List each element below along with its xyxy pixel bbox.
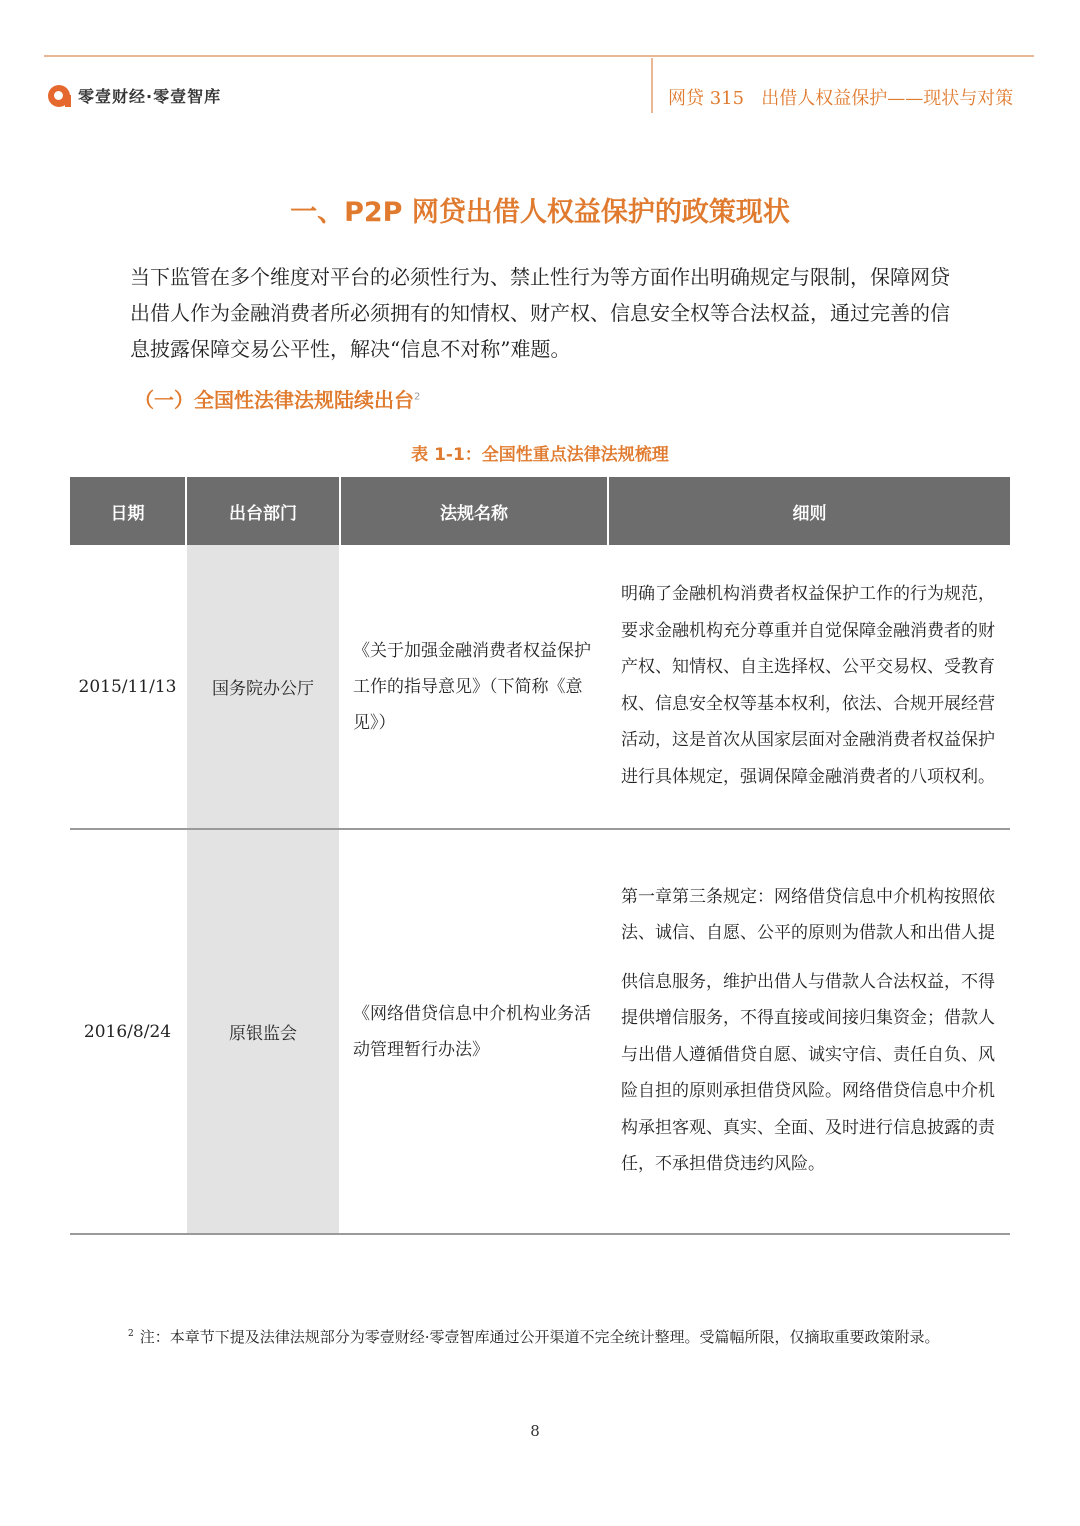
- page-number: 8: [530, 1422, 540, 1440]
- laws-table: [70, 477, 1010, 1235]
- header-date: 日期: [70, 477, 186, 545]
- row-law-name: 《关于加强金融消费者权益保护工作的指导意见》（下简称《意见》）: [340, 545, 608, 829]
- row-detail: [608, 545, 1010, 829]
- header-dept: 出台部门: [186, 477, 340, 545]
- subsection-heading: [134, 384, 420, 413]
- row-date: 2016/8/24: [70, 829, 186, 1234]
- report-title: 网贷 315 出借人权益保护——现状与对策: [668, 88, 1014, 109]
- header-detail: 细则: [608, 477, 1010, 545]
- row-detail-text: 供信息服务，维护出借人与借款人合法权益，不得提供增信服务，不得直接或间接归集资金；借款人与出借人遵循借贷自愿、诚实守信、责任自负、风险自担的原则承担借贷风险。网络借贷信息中介机构承担客观、真实、全面、及时进行信息披露的责任，不承担借贷违约风险。: [621, 971, 995, 1174]
- row-detail-text: 明确了金融机构消费者权益保护工作的行为规范，要求金融机构充分尊重并自觉保障金融消费者的财产权、知情权、自主选择权、公平交易权、受教育权、信息安全权等基本权利，依法、合规开展经营活动，这是首次从国家层面对金融消费者权益保护进行具体规定，强调保障金融消费者的八项权利。: [621, 584, 995, 787]
- header-divider: [651, 58, 653, 113]
- table-row: [70, 545, 1010, 829]
- footnote-reference[interactable]: 2: [414, 391, 421, 403]
- row-dept: 国务院办公厅: [186, 545, 340, 829]
- row-detail-text: 第一章第三条规定：网络借贷信息中介机构按照依法、诚信、自愿、公平的原则为借款人和出借人提: [621, 886, 995, 943]
- row-date: 2015/11/13: [70, 545, 186, 829]
- section-title: 一、P2P 网贷出借人权益保护的政策现状: [290, 197, 790, 228]
- brand: [48, 84, 221, 107]
- footnote-text: 注：本章节下提及法律法规部分为零壹财经·零壹智库通过公开渠道不完全统计整理。受篇幅所限，仅摘取重要政策附录。: [139, 1328, 940, 1346]
- row-detail: [608, 829, 1010, 1234]
- row-dept: 原银监会: [186, 829, 340, 1234]
- table-caption: 表 1-1：全国性重点法律法规梳理: [411, 445, 669, 465]
- table-header-row: [70, 477, 1010, 545]
- subsection-title: （一）全国性法律法规陆续出台: [134, 388, 414, 412]
- header-rule: [44, 55, 1034, 57]
- brand-name: 零壹财经·零壹智库: [78, 87, 222, 106]
- brand-logo-icon: [48, 85, 70, 107]
- row-law-name: 《网络借贷信息中介机构业务活动管理暂行办法》: [340, 829, 608, 1234]
- footnote: [128, 1316, 958, 1355]
- intro-paragraph: 当下监管在多个维度对平台的必须性行为、禁止性行为等方面作出明确规定与限制，保障网贷出借人作为金融消费者所必须拥有的知情权、财产权、信息安全权等合法权益，通过完善的信息披露保障交易公平性，解决“信息不对称”难题。: [130, 265, 950, 361]
- table-row: [70, 829, 1010, 1234]
- header-name: 法规名称: [340, 477, 608, 545]
- footnote-mark: 2: [128, 1329, 134, 1339]
